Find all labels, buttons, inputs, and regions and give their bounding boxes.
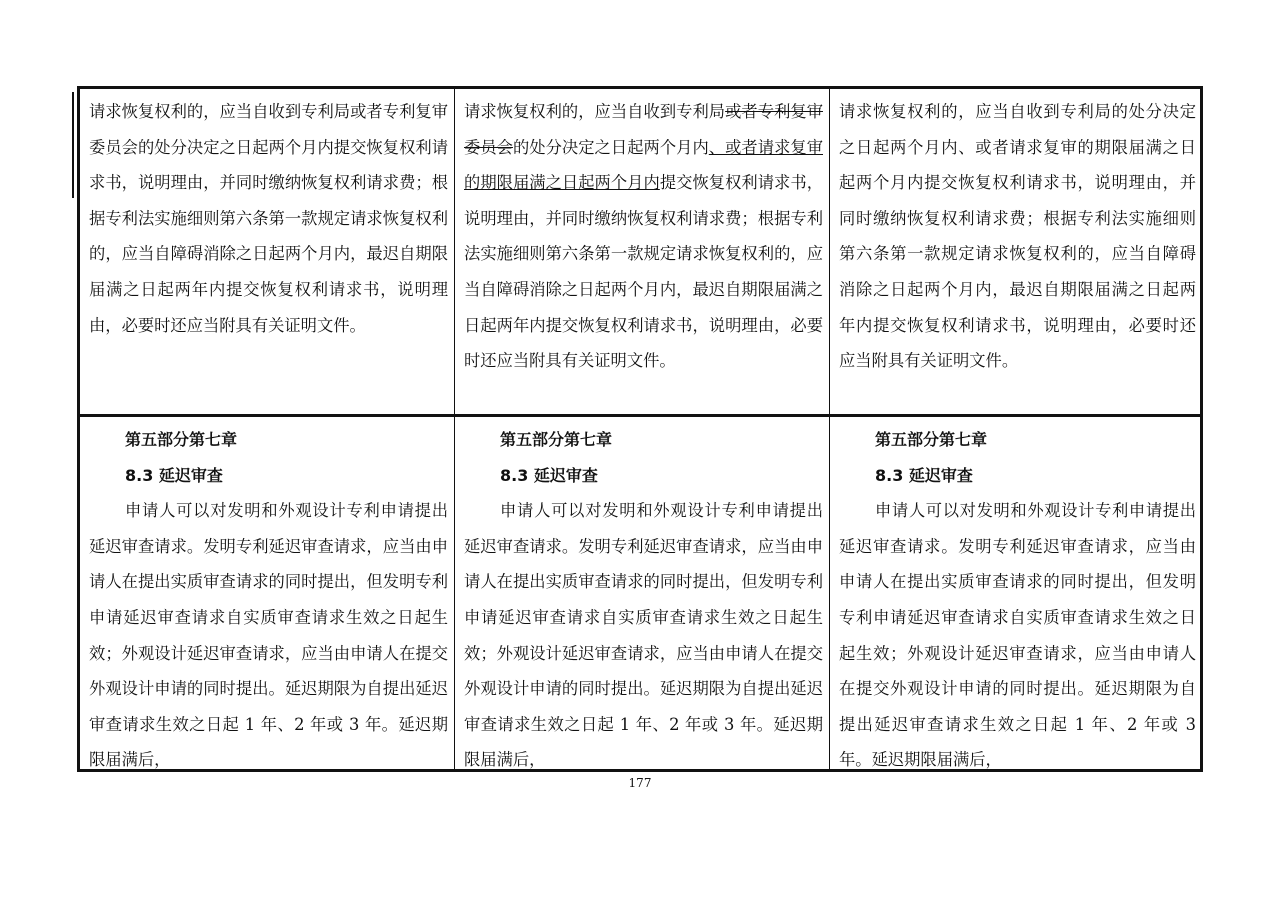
section-body: 申请人可以对发明和外观设计专利申请提出延迟审查请求。发明专利延迟审查请求，应当由申请人在提出实质审查请求的同时提出，但发明专利申请延迟审查请求自实质审查请求生效之日起生效；外观设计延迟审查请求，应当由申请人在提交外观设计申请的同时提出。延迟期限为自提出延迟审查请求生效之日起 1 年、2 年或 3 年。延迟期限届满后， [839, 501, 1196, 769]
text-part: 请求恢复权利的，应当自收到专利局 [464, 102, 726, 121]
section-body: 申请人可以对发明和外观设计专利申请提出延迟审查请求。发明专利延迟审查请求，应当由申请人在提出实质审查请求的同时提出，但发明专利申请延迟审查请求自实质审查请求生效之日起生效；外观设计延迟审查请求，应当由申请人在提交外观设计申请的同时提出。延迟期限为自提出延迟审查请求生效之日起 1 年、2 年或 3 年。延迟期限届满后， [89, 501, 448, 769]
section-body: 申请人可以对发明和外观设计专利申请提出延迟审查请求。发明专利延迟审查请求，应当由申请人在提出实质审查请求的同时提出，但发明专利申请延迟审查请求自实质审查请求生效之日起生效；外观设计延迟审查请求，应当由申请人在提交外观设计申请的同时提出。延迟期限为自提出延迟审查请求生效之日起 1 年、2 年或 3 年。延迟期限届满后， [464, 501, 823, 769]
inserted-text: 、或者请求复审的期限届满之日起两个月内 [464, 137, 823, 193]
section-heading: 8.3 延迟审查 [500, 465, 598, 485]
page-number: 177 [628, 776, 652, 790]
text-part: 的处分决定之日起两个月内 [512, 137, 709, 157]
section-heading: 8.3 延迟审查 [875, 465, 973, 485]
row1-col1-cell [80, 94, 455, 416]
row1-col3-text: 请求恢复权利的，应当自收到专利局的处分决定之日起两个月内、或者请求复审的期限届满之日起两个月内提交恢复权利请求书，说明理由，并同时缴纳恢复权利请求费；根据专利法实施细则第六条第一款规定请求恢复权利的，应当自障碍消除之日起两个月内，最迟自期限届满之日起两年内提交恢复权利请求书，说明理由，必要时还应当附具有关证明文件。 [839, 102, 1196, 371]
row2-col1-cell [80, 422, 455, 769]
row1-col3-cell [830, 94, 1203, 416]
row1-col2-cell [455, 94, 830, 416]
section-heading: 8.3 延迟审查 [125, 465, 223, 485]
row1-col1-text: 请求恢复权利的，应当自收到专利局或者专利复审委员会的处分决定之日起两个月内提交恢复权利请求书，说明理由，并同时缴纳恢复权利请求费；根据专利法实施细则第六条第一款规定请求恢复权利的，应当自障碍消除之日起两个月内，最迟自期限届满之日起两年内提交恢复权利请求书，说明理由，必要时还应当附具有关证明文件。 [89, 102, 448, 335]
row1-col2-text [464, 94, 823, 379]
chapter-heading: 第五部分第七章 [500, 430, 613, 449]
text-part: 提交恢复权利请求书，说明理由，并同时缴纳恢复权利请求费；根据专利法实施细则第六条第一款规定请求恢复权利的，应当自障碍消除之日起两个月内，最迟自期限届满之日起两年内提交恢复权利请求书，说明理由，必要时还应当附具有关证明文件。 [464, 173, 823, 371]
row2-col2-cell [455, 422, 830, 769]
chapter-heading: 第五部分第七章 [875, 430, 988, 449]
deleted-text: 或者专利复审委员会 [464, 102, 823, 157]
row2-col3-cell [830, 422, 1203, 769]
comparison-table [77, 86, 1203, 772]
chapter-heading: 第五部分第七章 [125, 430, 238, 449]
revision-margin-bar [72, 92, 74, 198]
